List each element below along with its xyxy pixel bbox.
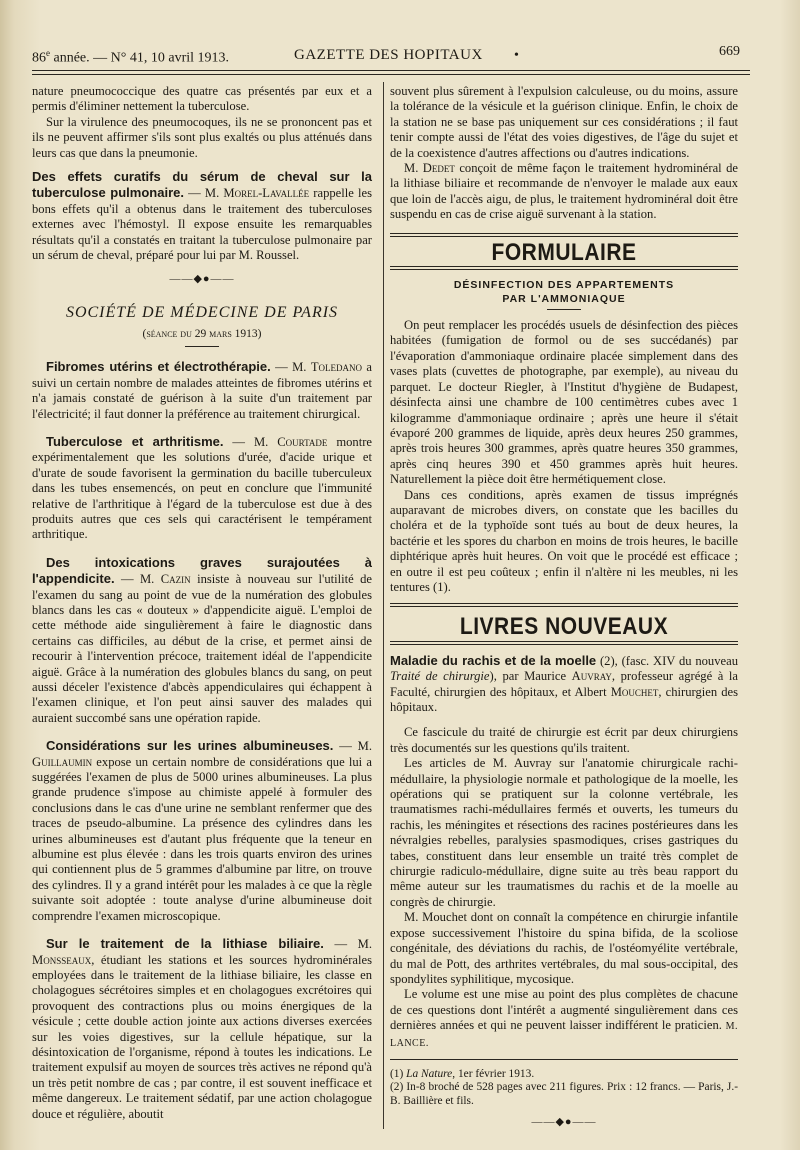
spacer [390, 223, 738, 233]
spacer [32, 543, 372, 555]
spacer [32, 422, 372, 434]
spacer [390, 645, 738, 653]
review-signature: M. LANCE. [390, 1021, 738, 1049]
paragraph: Ce fascicule du traité de chirurgie est écrit par deux chirurgiens très documentés sur les questions qu'ils traitent. [390, 725, 738, 755]
left-column [32, 84, 372, 1122]
spacer [390, 1051, 738, 1059]
paragraph: Sur la virulence des pneumocoques, ils ne se prononcent pas et ils ne peuvent affirmer s'ils sont plus exaltés ou plus atténués dans leurs cas que dans la pneumonie. [32, 114, 372, 160]
seance-date: (séance du 29 mars 1913) [142, 327, 262, 340]
spacer [32, 924, 372, 936]
section-tuberculose-arthritisme: Tuberculose et arthritisme. — M. Courtade montre expérimentalement que les solutions d'urée, d'acide urique et d'urate de soude favorisent la germination du bacille tuberculeux dans les tubes ensemencés, on peut en conclure que l'immunité relative de l'arthritique à l'égard de la tuberculose est due à des produits autres que ces sels qui caractérisent le tempérament arthritique. [32, 433, 372, 542]
right-column [390, 84, 738, 1132]
section-lithiase: Sur le traitement de la lithiase biliaire. — M. Monsseaux, étudiant les stations et les sources hydrominérales employées dans le traitement de la lithiase biliaire, les classe en cholagogues sécrétoires simples et en cholagogues excrétoires qui provoquent des contractions plus ou moins énergiques de la vésicule ; cette double action jointe aux actions diverses exercées sur les voies digestives, sur la cellule hépatique, sur la désintoxication de l'organisme, répond à toutes les indications. Le traitement expulsif au moyen de sources très actives ne répond qu'à un très petit nombre de cas ; par contre, il est souvent inefficace et même dangereux. Le traitement sédatif, par une action cholagogue douce et régulière, aboutit [32, 936, 372, 1121]
short-rule [547, 309, 581, 310]
spacer [390, 270, 738, 278]
formulaire-heading: FORMULAIRE [491, 238, 637, 266]
formulaire-subheading: DÉSINFECTION DES APPARTEMENTS [453, 279, 675, 292]
spacer [390, 715, 738, 725]
society-title: SOCIÉTÉ DE MÉDECINE DE PARIS [65, 304, 339, 322]
issue-info: 86e année. — N° 41, 10 avril 1913. [32, 48, 230, 66]
paragraph-dedet: M. Dedet conçoit de même façon le traitement hydrominéral de la lithiase biliaire et recommande de n'envoyer le malade aux eaux que loin de l'accès aigu, de plus, le traitement hydrominéral doit être suspendu en cas de crise aiguë survenant à la station. [390, 161, 738, 222]
formulaire-subheading-2: PAR L'AMMONIAQUE [502, 293, 626, 306]
section-tuberculose-serum: Des effets curatifs du sérum de cheval sur la tuberculose pulmonaire. — M. Morel-Lavallée rappelle les bons effets qu'il a obtenus dans le traitement des tuberculoses externes avec l'hémostyl. Il expose ensuite les remarquables résultats qu'il a constatés en traitant la tuberculose pulmonaire par un sérum de cheval, préparé pour lui par M. Roussel. [32, 169, 373, 263]
footnote-1: (1) La Nature, 1er février 1913. [390, 1067, 535, 1080]
paragraph: nature pneumococcique des quatre cas présentés par eux et a permis d'éliminer nettement la tuberculose. [32, 84, 372, 114]
paragraph: souvent plus sûrement à l'expulsion calculeuse, ou du moins, assure la tolérance de la vésicule et la guérison clinique. Enfin, le choix de la station ne se base pas uniquement sur ces considérations ; il faut tenir compte aussi de l'état des voies digestives, de l'âge du sujet et de la coexistence d'autres affections ou d'autres indications. [390, 84, 738, 160]
header-rule [32, 70, 750, 71]
paragraph: Les articles de M. Auvray sur l'anatomie chirurgicale rachi-médullaire, la physiologie normale et pathologique de la moelle, les opérations qui se pratiquent sur la colonne vertébrale, les traumatismes rachi-médullaires fermés et ouverts, les tumeurs du rachis, les méningites et résections des racines postérieures dans les névralgies rebelles, paralysies spasmodiques, crises gastriques du tabes, constituent dans leur ensemble un traité très complet de chirurgie radiculo-médullaire, digne suite au très beau rapport du même auteur sur les traumatismes du rachis et de la moelle au congrès de chirurgie. [390, 756, 738, 909]
column-divider [383, 82, 384, 1129]
page-number: 669 [719, 44, 740, 59]
spacer [390, 1060, 738, 1068]
short-rule [185, 346, 219, 347]
spacer [32, 726, 372, 738]
livres-heading: LIVRES NOUVEAUX [459, 613, 669, 641]
header-dot: • [514, 48, 519, 63]
section-urines: Considérations sur les urines albumineuses. — M. Guillaumin expose un certain nombre de considérations que lui a suggérées l'examen de plus de 5000 urines albumineuses. La plus grande prudence s'impose au chimiste appelé à formuler des conclusions dans le cas d'une urine ne semblant renfermer que des traces de pseudo-albumine. La présence des cylindres dans les urines albumineuses est d'autant plus fréquente que la teneur en albumine est plus élevée : dans les trois quarts environ des urines qui contiennent plus de 5 grammes d'albumine par litre, on trouve des cylindres. Il y a grand intérêt pour les malades à ce que la règle suivante soit adoptée : toute analyse d'urine albumineuse doit comprendre l'examen microscopique. [32, 738, 372, 923]
footnote-2: (2) In-8 broché de 528 pages avec 211 figures. Prix : 12 francs. — Paris, J.-B. Baillière et fils. [390, 1081, 738, 1107]
spacer [390, 595, 738, 603]
ornament-divider: ——◆●—— [531, 1116, 597, 1129]
section-fibromes: Fibromes utérins et électrothérapie. — M. Toledano a suivi un certain nombre de malades atteintes de fibromes utérins et n'a jamais constaté de guérison à la suite d'un traitement par l'électricité; il faut donner la préférence au traitement chirurgical. [32, 359, 372, 421]
paragraph: M. Mouchet dont on connaît la compétence en chirurgie infantile expose successivement l'histoire du spina bifida, de la scoliose congénitale, des déviations du rachis, de l'ostéomyélite vertébrale, du mal de Pott, des arthrites vertébrales, du mal sous-occipital, des spondylites syphilitique, mycosique. [390, 910, 738, 986]
page-header [32, 40, 748, 70]
paragraph: Le volume est une mise au point des plus complètes de chacune de ces questions dont l'intérêt a augmenté singulièrement dans ces dernières années et qui ne peuvent laisser indifférent le praticien. M. LANCE. [390, 987, 738, 1049]
ornament-divider: ——◆●—— [169, 273, 235, 286]
book-entry: Maladie du rachis et de la moelle (2), (fasc. XIV du nouveau Traité de chirurgie), par Maurice Auvray, professeur agrégé à la Faculté, chirurgien des hôpitaux, et Albert Mouchet, chirurgien des hôpitaux. [390, 652, 739, 714]
paragraph: On peut remplacer les procédés usuels de désinfection des pièces habitées (fumigation de formol ou de ses succédanés) par l'évaporation d'ammoniaque ordinaire placée simplement dans des vases plats (cuvettes de photographe, par exemple), au niveau du parquet. Le docteur Riegler, à l'Institut d'hygiène de Budapest, désinfecta ainsi une chambre de 100 centimètres cubes avec 1 kilogramme d'ammoniaque ordinaire ; après une heure il s'était évaporé 200 grammes de liquide, après deux heures 250 grammes, après trois heures 300 grammes, après quatre heures 350 grammes, après cinq heures 390 et 450 grammes après huit heures. Naturellement la pièce doit être hermétiquement close. [390, 318, 738, 487]
journal-title: GAZETTE DES HOPITAUX [294, 47, 483, 63]
header-rule-thin [32, 74, 750, 75]
section-intoxications: Des intoxications graves surajoutées à l'appendicite. — M. Cazin insiste à nouveau sur l'utilité de l'examen du sang au point de vue de la numération des globules blancs dans les cas « douteux » d'appendicite aiguë. L'emploi de cette méthode aide singulièrement à faire le diagnostic dans certains cas difficiles, au début de la crise, et permet ainsi de recourir à l'intervention précoce, traitement idéal de l'appendicite aiguë. Grâce à la numération des globules blancs du sang, on peut aussi déceler l'existence d'abcès appendiculaires qui échappent à l'examen clinique, et l'on peut ainsi sauver des malades qui auraient succombé sans une opération rapide. [32, 554, 372, 725]
paragraph: Dans ces conditions, après examen de tissus imprégnés auparavant de microbes divers, on constate que les bacilles du choléra et de la typhoïde sont tués au bout de deux heures, la bactérie et les spores du charbon en moins de trois heures, le bacille diphtérique après huit heures. On voit que le procédé est efficace ; en outre il est peu coûteux ; enfin il n'altère ni les meubles, ni les tentures (1). [390, 487, 738, 594]
